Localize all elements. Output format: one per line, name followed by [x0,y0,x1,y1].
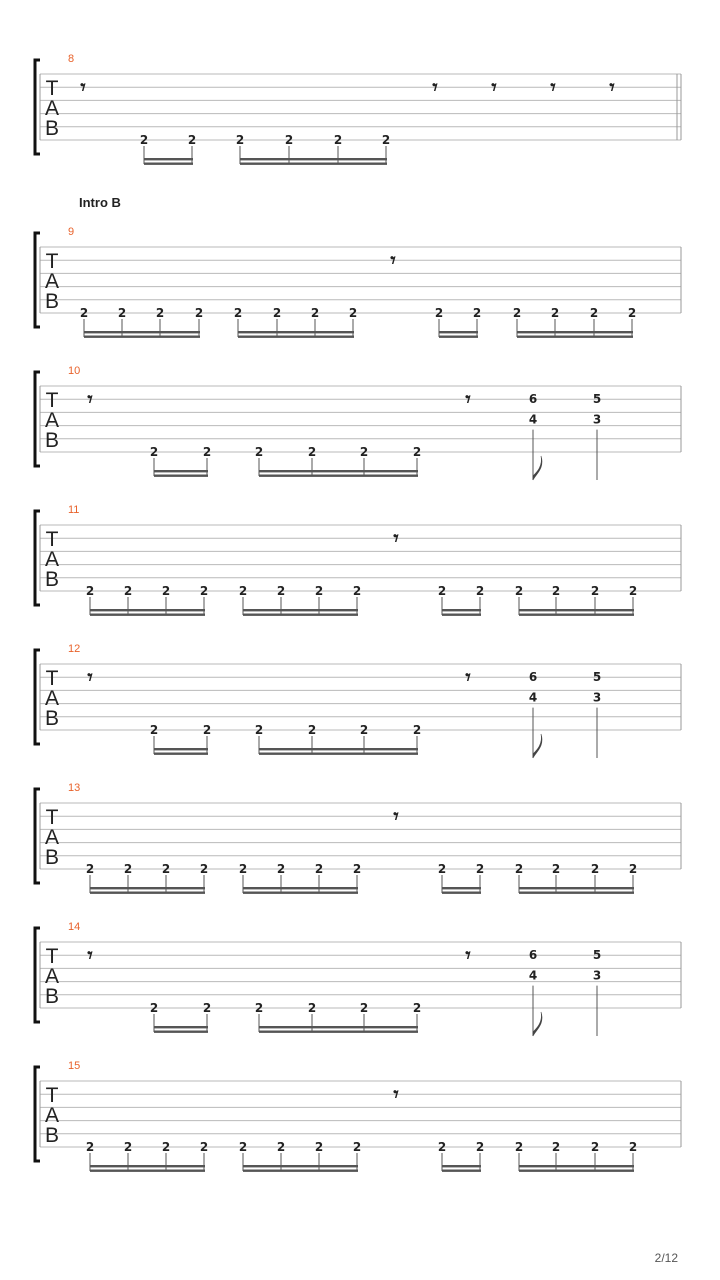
eighth-rest: 𝄾 [393,804,399,829]
tab-clef-t: T [45,945,59,968]
chord-fret-top: 5 [592,670,602,685]
fret-number: 2 [272,306,282,320]
fret-number: 2 [187,133,197,147]
fret-number: 2 [359,1001,369,1015]
chord-fret-bottom: 4 [528,968,538,983]
fret-number: 2 [202,1001,212,1015]
fret-number: 2 [590,862,600,876]
tab-clef-t: T [45,77,59,100]
fret-number: 2 [238,584,248,598]
fret-number: 2 [628,584,638,598]
fret-number: 2 [202,723,212,737]
fret-number: 2 [590,584,600,598]
fret-number: 2 [434,306,444,320]
beam-secondary [238,336,354,338]
beam-secondary [154,753,208,755]
system-bracket [35,1067,40,1161]
beam-secondary [519,892,634,894]
chord-fret-bottom: 4 [528,690,538,705]
tab-clef [45,806,59,869]
fret-number: 2 [254,1001,264,1015]
tab-clef [45,945,59,1008]
tab-system [35,921,681,1036]
fret-number: 2 [314,1140,324,1154]
eighth-rest: 𝄾 [393,526,399,551]
beam-primary [519,887,634,889]
beam-secondary [259,475,418,477]
fret-number: 2 [514,862,524,876]
eighth-rest: 𝄾 [465,943,471,968]
tab-clef-a: A [44,965,60,988]
page-number: 2/12 [654,1251,678,1265]
beam-secondary [442,892,481,894]
chord-fret-top: 5 [592,948,602,963]
beam-primary [154,470,208,472]
tab-clef-b: B [44,1124,60,1147]
eighth-rest: 𝄾 [609,75,615,100]
beam-secondary [90,892,205,894]
fret-number: 2 [590,1140,600,1154]
tab-clef-b: B [44,985,60,1008]
beam-secondary [243,1170,358,1172]
beam-primary [90,887,205,889]
chord-fret-bottom: 3 [592,968,602,983]
fret-number: 2 [412,445,422,459]
system-bracket [35,60,40,154]
eighth-rest: 𝄾 [393,1082,399,1107]
tab-clef-a: A [44,97,60,120]
beam-secondary [519,614,634,616]
fret-number: 2 [348,306,358,320]
system-bracket [35,372,40,466]
fret-number: 2 [551,862,561,876]
tab-clef [45,389,59,452]
fret-number: 2 [352,1140,362,1154]
fret-number: 2 [233,306,243,320]
chord-fret-bottom: 4 [528,412,538,427]
fret-number: 2 [194,306,204,320]
beam-secondary [154,475,208,477]
fret-number: 2 [381,133,391,147]
beam-primary [90,1165,205,1167]
beam-primary [154,748,208,750]
chord-fret-top: 6 [528,948,538,963]
fret-number: 2 [117,306,127,320]
fret-number: 2 [85,1140,95,1154]
measure-number: 15 [68,1060,81,1072]
beam-secondary [90,1170,205,1172]
fret-number: 2 [512,306,522,320]
fret-number: 2 [437,584,447,598]
fret-number: 2 [352,584,362,598]
beam-primary [439,331,478,333]
tab-clef [45,77,59,140]
fret-number: 2 [149,1001,159,1015]
fret-number: 2 [123,862,133,876]
beam-primary [259,748,418,750]
eighth-rest: 𝄾 [80,75,86,100]
beam-secondary [243,614,358,616]
fret-number: 2 [161,862,171,876]
fret-number: 2 [254,723,264,737]
fret-number: 2 [359,723,369,737]
system-bracket [35,789,40,883]
tab-clef-b: B [44,429,60,452]
beam-primary [259,1026,418,1028]
fret-number: 2 [161,1140,171,1154]
tab-clef-a: A [44,826,60,849]
measure-number: 14 [68,921,81,933]
eighth-flag [533,734,542,758]
fret-number: 2 [235,133,245,147]
tab-clef-b: B [44,707,60,730]
beam-secondary [519,1170,634,1172]
beam-primary [84,331,200,333]
fret-number: 2 [199,1140,209,1154]
fret-number: 2 [352,862,362,876]
tab-system [35,782,681,894]
section-label: Intro B [79,195,121,210]
fret-number: 2 [123,1140,133,1154]
fret-number: 2 [475,1140,485,1154]
tab-system [35,504,681,616]
beam-primary [243,887,358,889]
fret-number: 2 [514,1140,524,1154]
beam-primary [519,609,634,611]
eighth-rest: 𝄾 [390,248,396,273]
measure-number: 10 [68,365,81,377]
tab-clef-t: T [45,250,59,273]
fret-number: 2 [475,584,485,598]
fret-number: 2 [475,862,485,876]
tab-clef [45,528,59,591]
fret-number: 2 [149,723,159,737]
fret-number: 2 [85,584,95,598]
tab-clef-b: B [44,117,60,140]
beam-primary [144,158,193,160]
system-bracket [35,511,40,605]
fret-number: 2 [79,306,89,320]
eighth-flag [533,456,542,480]
beam-primary [154,1026,208,1028]
beam-secondary [240,163,387,165]
tab-clef [45,250,59,313]
tab-clef [45,667,59,730]
tab-clef-b: B [44,290,60,313]
fret-number: 2 [551,1140,561,1154]
eighth-rest: 𝄾 [432,75,438,100]
fret-number: 2 [139,133,149,147]
tab-system [35,643,681,758]
tab-system [35,1060,681,1172]
measure-number: 11 [68,504,80,516]
fret-number: 2 [412,723,422,737]
chord-fret-top: 6 [528,670,538,685]
fret-number: 2 [514,584,524,598]
tab-system [35,53,681,165]
fret-number: 2 [314,862,324,876]
beam-secondary [259,753,418,755]
beam-primary [259,470,418,472]
fret-number: 2 [437,1140,447,1154]
fret-number: 2 [238,1140,248,1154]
fret-number: 2 [628,862,638,876]
measure-number: 8 [68,53,75,65]
tab-clef-a: A [44,687,60,710]
fret-number: 2 [359,445,369,459]
system-bracket [35,650,40,744]
measure-number: 9 [68,226,75,238]
tab-clef-b: B [44,846,60,869]
beam-primary [243,609,358,611]
chord-fret-top: 5 [592,392,602,407]
eighth-rest: 𝄾 [87,387,93,412]
tab-clef-t: T [45,806,59,829]
fret-number: 2 [199,862,209,876]
beam-primary [517,331,633,333]
fret-number: 2 [149,445,159,459]
beam-secondary [154,1031,208,1033]
beam-primary [243,1165,358,1167]
fret-number: 2 [238,862,248,876]
tab-clef-a: A [44,548,60,571]
fret-number: 2 [307,723,317,737]
chord-fret-bottom: 3 [592,690,602,705]
tab-clef-a: A [44,1104,60,1127]
fret-number: 2 [310,306,320,320]
fret-number: 2 [276,584,286,598]
tab-clef-t: T [45,389,59,412]
beam-secondary [243,892,358,894]
fret-number: 2 [314,584,324,598]
beam-secondary [84,336,200,338]
tab-clef-t: T [45,667,59,690]
fret-number: 2 [472,306,482,320]
fret-number: 2 [155,306,165,320]
tab-clef [45,1084,59,1147]
fret-number: 2 [202,445,212,459]
tab-clef-t: T [45,528,59,551]
eighth-rest: 𝄾 [491,75,497,100]
eighth-rest: 𝄾 [87,943,93,968]
eighth-flag [533,1012,542,1036]
tab-clef-t: T [45,1084,59,1107]
fret-number: 2 [307,1001,317,1015]
system-bracket [35,928,40,1022]
fret-number: 2 [550,306,560,320]
fret-number: 2 [627,306,637,320]
system-bracket [35,233,40,327]
fret-number: 2 [551,584,561,598]
fret-number: 2 [589,306,599,320]
beam-secondary [259,1031,418,1033]
tab-clef-a: A [44,270,60,293]
beam-primary [90,609,205,611]
tab-system [35,365,681,480]
tab-clef-b: B [44,568,60,591]
chord-fret-bottom: 3 [592,412,602,427]
fret-number: 2 [161,584,171,598]
fret-number: 2 [437,862,447,876]
fret-number: 2 [284,133,294,147]
measure-number: 12 [68,643,81,655]
beam-primary [519,1165,634,1167]
beam-secondary [442,614,481,616]
eighth-rest: 𝄾 [465,387,471,412]
fret-number: 2 [123,584,133,598]
beam-secondary [90,614,205,616]
fret-number: 2 [199,584,209,598]
tab-system [35,195,681,338]
beam-secondary [144,163,193,165]
fret-number: 2 [628,1140,638,1154]
fret-number: 2 [333,133,343,147]
beam-primary [442,609,481,611]
beam-primary [442,887,481,889]
beam-secondary [439,336,478,338]
eighth-rest: 𝄾 [465,665,471,690]
fret-number: 2 [276,1140,286,1154]
measure-number: 13 [68,782,81,794]
beam-primary [442,1165,481,1167]
tab-clef-a: A [44,409,60,432]
fret-number: 2 [307,445,317,459]
eighth-rest: 𝄾 [550,75,556,100]
beam-secondary [442,1170,481,1172]
eighth-rest: 𝄾 [87,665,93,690]
fret-number: 2 [254,445,264,459]
fret-number: 2 [276,862,286,876]
beam-secondary [517,336,633,338]
chord-fret-top: 6 [528,392,538,407]
fret-number: 2 [412,1001,422,1015]
fret-number: 2 [85,862,95,876]
beam-primary [238,331,354,333]
beam-primary [240,158,387,160]
